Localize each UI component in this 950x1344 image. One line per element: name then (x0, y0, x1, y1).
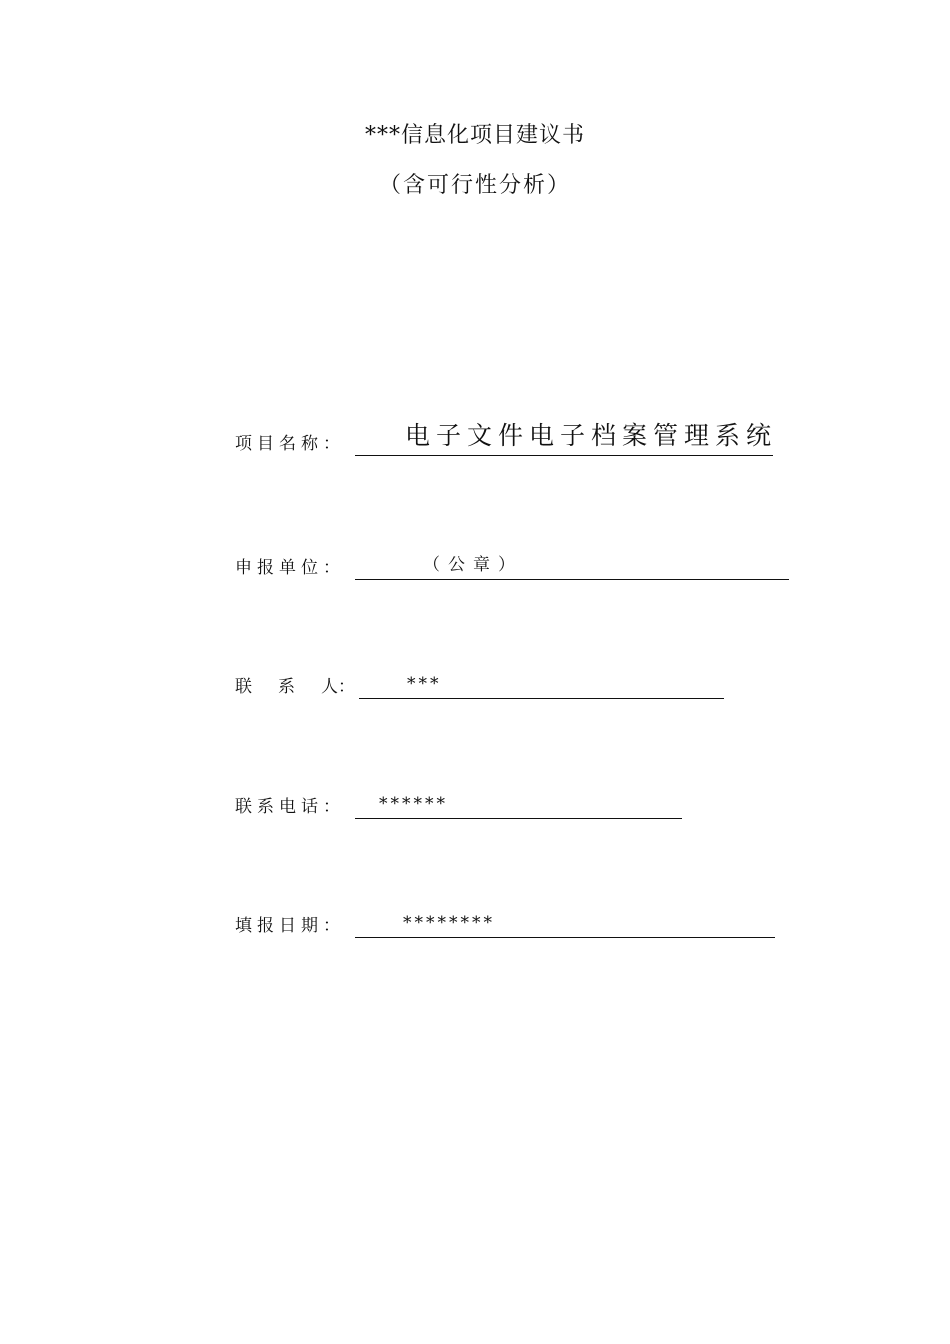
contact-person-value: *** (407, 674, 442, 694)
project-name-label: 项目名称： (235, 434, 345, 454)
applicant-unit-value: （公章） (423, 555, 523, 575)
contact-person-field (359, 664, 724, 699)
document-title: ***信息化项目建议书 (364, 123, 585, 148)
contact-person-label-part-3: 人： (321, 677, 355, 697)
contact-person-label-part-2: 系 (278, 677, 295, 697)
fill-date-label: 填报日期： (235, 916, 345, 936)
contact-phone-field (355, 784, 682, 819)
contact-phone-value: ****** (379, 794, 448, 814)
contact-person-label (235, 672, 355, 697)
applicant-unit-field (355, 545, 789, 580)
fill-date-value: ******** (403, 913, 495, 933)
contact-person-label-part-1: 联 (235, 677, 252, 697)
fill-date-field (355, 903, 775, 938)
project-name-value: 电子文件电子档案管理系统 (405, 421, 778, 450)
contact-phone-label: 联系电话： (235, 797, 345, 817)
document-subtitle: （含可行性分析） (378, 173, 571, 198)
project-name-field (355, 421, 778, 456)
applicant-unit-label: 申报单位： (235, 558, 345, 578)
